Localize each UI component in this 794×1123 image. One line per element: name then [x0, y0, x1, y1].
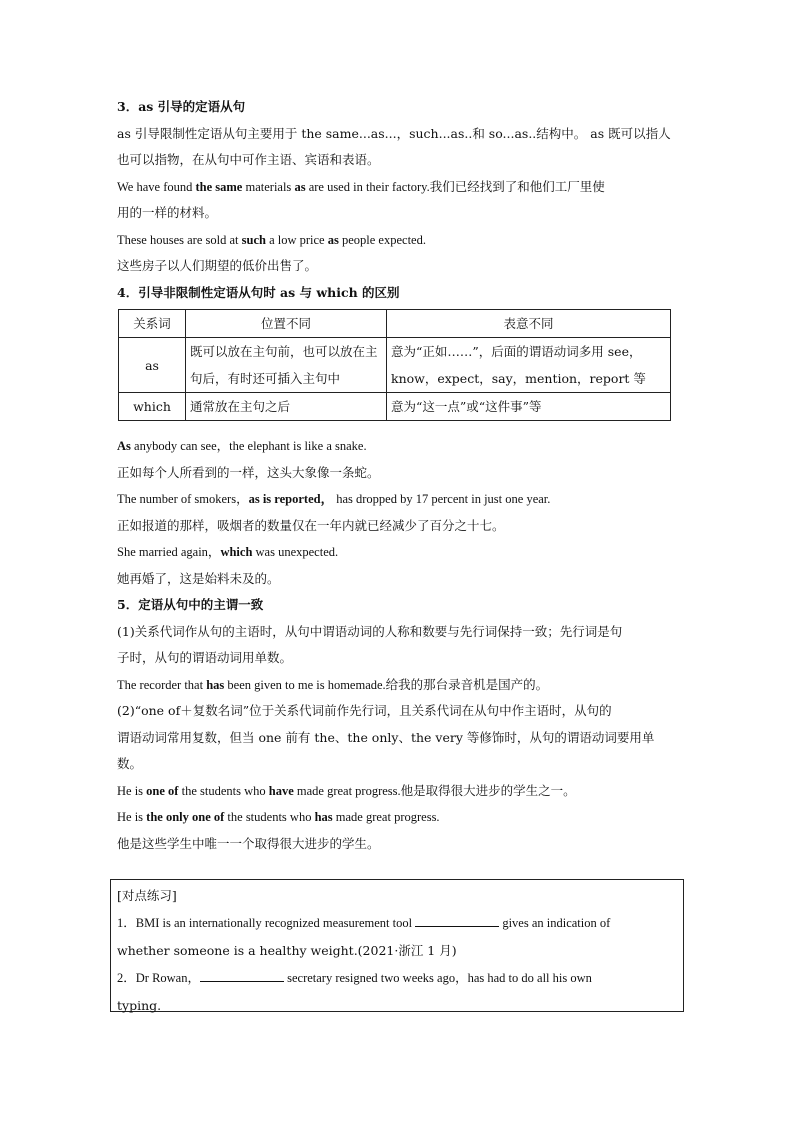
- emphasis: as: [294, 179, 306, 194]
- table-header-cell: 关系词: [119, 310, 186, 338]
- table-cell-word: which: [119, 393, 186, 421]
- table-cell-word: as: [119, 338, 186, 393]
- emphasis: as is reported，: [248, 492, 334, 506]
- emphasis: has: [314, 810, 333, 824]
- section-5-point-2-line1: (2)“one of＋复数名词”位于关系代词前作先行词，且关系代词在从句中作主语时，从句的: [117, 703, 612, 718]
- section-4-example-1-translation: 正如每个人所看到的一样，这头大象像一条蛇。: [117, 464, 380, 480]
- emphasis: has: [206, 677, 225, 692]
- table-cell-meaning: 意为“正如……”，后面的谓语动词多用 see，know，expect，say，mention，report 等: [387, 338, 671, 393]
- practice-question-1: [117, 909, 677, 937]
- text-segment: The number of smokers，: [117, 492, 249, 506]
- emphasis: As: [117, 439, 131, 453]
- text-segment: He is: [117, 783, 147, 798]
- table-row: [119, 393, 671, 421]
- practice-question-2-line2: typing.: [117, 998, 162, 1013]
- text-segment: gives an indication of: [499, 916, 611, 930]
- text-segment: She married again，: [117, 545, 221, 559]
- emphasis: have: [268, 783, 294, 798]
- section-5-example-3: [117, 804, 681, 831]
- section-3-example-2-translation: 这些房子以人们期望的低价出售了。: [117, 258, 318, 273]
- section-3-example-1-line2: 用的一样的材料。: [117, 205, 218, 220]
- section-3-example-2: [117, 227, 681, 254]
- section-5-example-1: [117, 672, 681, 699]
- answer-blank[interactable]: [200, 970, 284, 982]
- section-4-example-2: [117, 486, 681, 513]
- section-4-example-3: [117, 539, 681, 566]
- text-segment: materials: [242, 179, 295, 194]
- text-segment: the students who: [224, 810, 315, 824]
- section-4-title: 4．引导非限制性定语从句时 as 与 which 的区别: [117, 284, 400, 300]
- text-segment: made great progress.他是取得很大进步的学生之一。: [293, 783, 576, 798]
- table-header-cell: 表意不同: [387, 310, 671, 338]
- text-segment: made great progress.: [332, 810, 440, 824]
- document-body: [117, 94, 681, 857]
- section-3-example-1: [117, 174, 681, 201]
- emphasis: such: [241, 232, 266, 247]
- practice-question-1-line2: whether someone is a healthy weight.(2021·浙江 1 月): [117, 943, 457, 958]
- table-header-cell: 位置不同: [186, 310, 387, 338]
- text-segment: secretary resigned two weeks ago，has had to do all his own: [283, 971, 592, 985]
- emphasis: which: [220, 545, 253, 559]
- table-cell-meaning: 意为“这一点”或“这件事”等: [387, 393, 671, 421]
- table-header-row: [119, 310, 671, 338]
- text-segment: people expected.: [338, 232, 426, 247]
- text-segment: has dropped by 17 percent in just one year.: [333, 492, 551, 506]
- emphasis: the only one of: [146, 810, 225, 824]
- practice-question-2: [117, 964, 677, 992]
- section-4-example-1: [117, 433, 681, 460]
- section-5-point-1-line1: (1)关系代词作从句的主语时，从句中谓语动词的人称和数要与先行词保持一致；先行词是句: [117, 623, 623, 639]
- text-segment: anybody can see，the elephant is like a snake.: [130, 439, 367, 453]
- text-segment: the students who: [178, 783, 269, 798]
- text-segment: a low price: [265, 232, 328, 247]
- table-cell-position: 通常放在主句之后: [186, 393, 387, 421]
- text-segment: 2．Dr Rowan，: [117, 971, 200, 985]
- text-segment: He is: [117, 810, 147, 824]
- emphasis: the same: [195, 179, 243, 194]
- section-5-example-3-translation: 他是这些学生中唯一一个取得很大进步的学生。: [117, 835, 380, 851]
- practice-title: [对点练习]: [117, 888, 177, 903]
- section-5-point-2-line3: 数。: [117, 756, 143, 771]
- table-row: [119, 338, 671, 393]
- section-5-point-2-line2: 谓语动词常用复数，但当 one 前有 the、the only、the very 等修饰时，从句的谓语动词要用单: [117, 729, 655, 745]
- text-segment: was unexpected.: [252, 545, 339, 559]
- section-3-title: 3．as 引导的定语从句: [117, 99, 246, 114]
- practice-box: [110, 879, 684, 1012]
- section-5-title: 5．定语从句中的主谓一致: [117, 597, 264, 612]
- section-4-example-2-translation: 正如报道的那样，吸烟者的数量仅在一年内就已经减少了百分之十七。: [117, 517, 505, 533]
- emphasis: one of: [146, 783, 179, 798]
- table-cell-position: 既可以放在主句前，也可以放在主句后，有时还可插入主句中: [186, 338, 387, 393]
- comparison-table: [118, 309, 671, 421]
- text-segment: The recorder that: [117, 677, 207, 692]
- text-segment: These houses are sold at: [117, 232, 242, 247]
- section-3-desc-line1: as 引导限制性定语从句主要用于 the same...as...，such...as..和 so...as..结构中。 as 既可以指人: [117, 125, 671, 141]
- text-segment: are used in their factory.我们已经找到了和他们工厂里使: [305, 179, 605, 194]
- text-segment: been given to me is homemade.给我的那台录音机是国产的。: [224, 677, 549, 692]
- section-5-point-1-line2: 子时，从句的谓语动词用单数。: [117, 650, 293, 665]
- section-4-example-3-translation: 她再婚了，这是始料未及的。: [117, 570, 280, 586]
- section-3-desc-line2: 也可以指物，在从句中可作主语、宾语和表语。: [117, 152, 380, 167]
- emphasis: as: [327, 232, 339, 247]
- section-5-example-2: [117, 778, 681, 805]
- answer-blank[interactable]: [415, 915, 499, 927]
- text-segment: We have found: [117, 179, 196, 194]
- text-segment: 1．BMI is an internationally recognized measurement tool: [117, 916, 416, 930]
